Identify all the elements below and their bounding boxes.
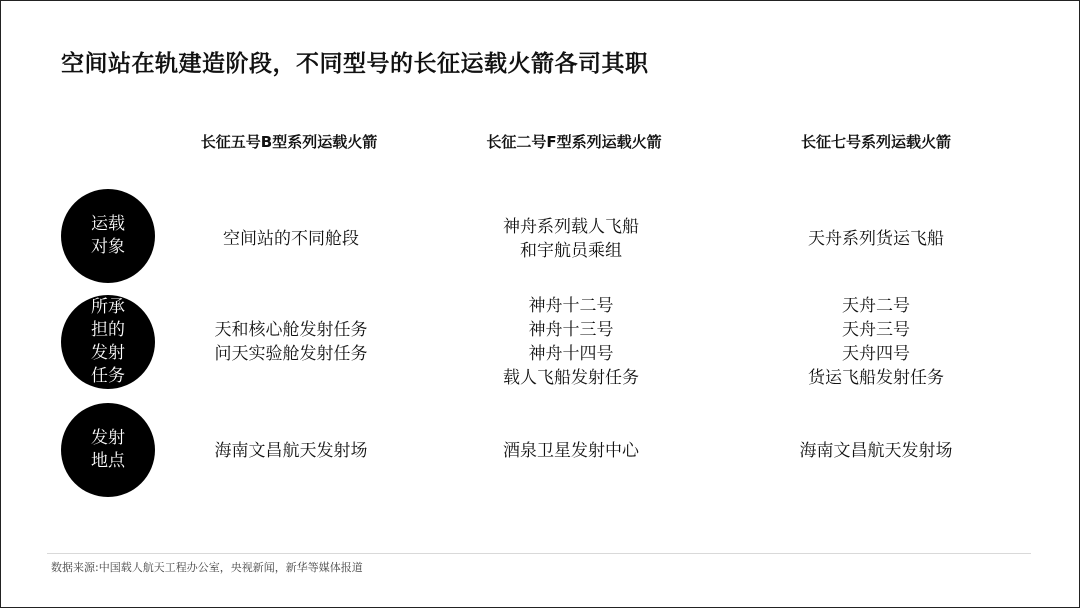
column-header-cz5b: 长征五号B型系列运载火箭: [200, 133, 378, 151]
footer-divider: [47, 553, 1031, 554]
row-label-missions: [61, 295, 155, 389]
table-cell: 天舟系列货运飞船: [808, 229, 944, 249]
row-label-text: 所承担的发射任务: [91, 297, 125, 386]
source-note: 数据来源:中国载人航天工程办公室，央视新闻，新华等媒体报道: [51, 561, 363, 574]
table-cell: 海南文昌航天发射场: [799, 441, 953, 461]
table-cell: 空间站的不同舱段: [223, 229, 359, 249]
table-cell: 神舟十二号 神舟十三号 神舟十四号 载人飞船发射任务: [503, 296, 639, 388]
table-cell: 海南文昌航天发射场: [214, 441, 368, 461]
table-cell: 酒泉卫星发射中心: [503, 441, 639, 461]
row-label-launch-site: [61, 403, 155, 497]
table-cell: 天和核心舱发射任务 问天实验舱发射任务: [214, 320, 368, 364]
page-title: 空间站在轨建造阶段，不同型号的长征运载火箭各司其职: [61, 51, 649, 77]
column-header-cz2f: 长征二号F型系列运载火箭: [486, 133, 662, 151]
row-label-payload: [61, 189, 155, 283]
column-header-cz7: 长征七号系列运载火箭: [800, 133, 951, 151]
row-label-text: 发射地点: [91, 428, 125, 471]
row-label-text: 运载对象: [91, 214, 125, 257]
table-cell: 神舟系列载人飞船 和宇航员乘组: [503, 217, 639, 261]
table-cell: 天舟二号 天舟三号 天舟四号 货运飞船发射任务: [808, 296, 944, 388]
